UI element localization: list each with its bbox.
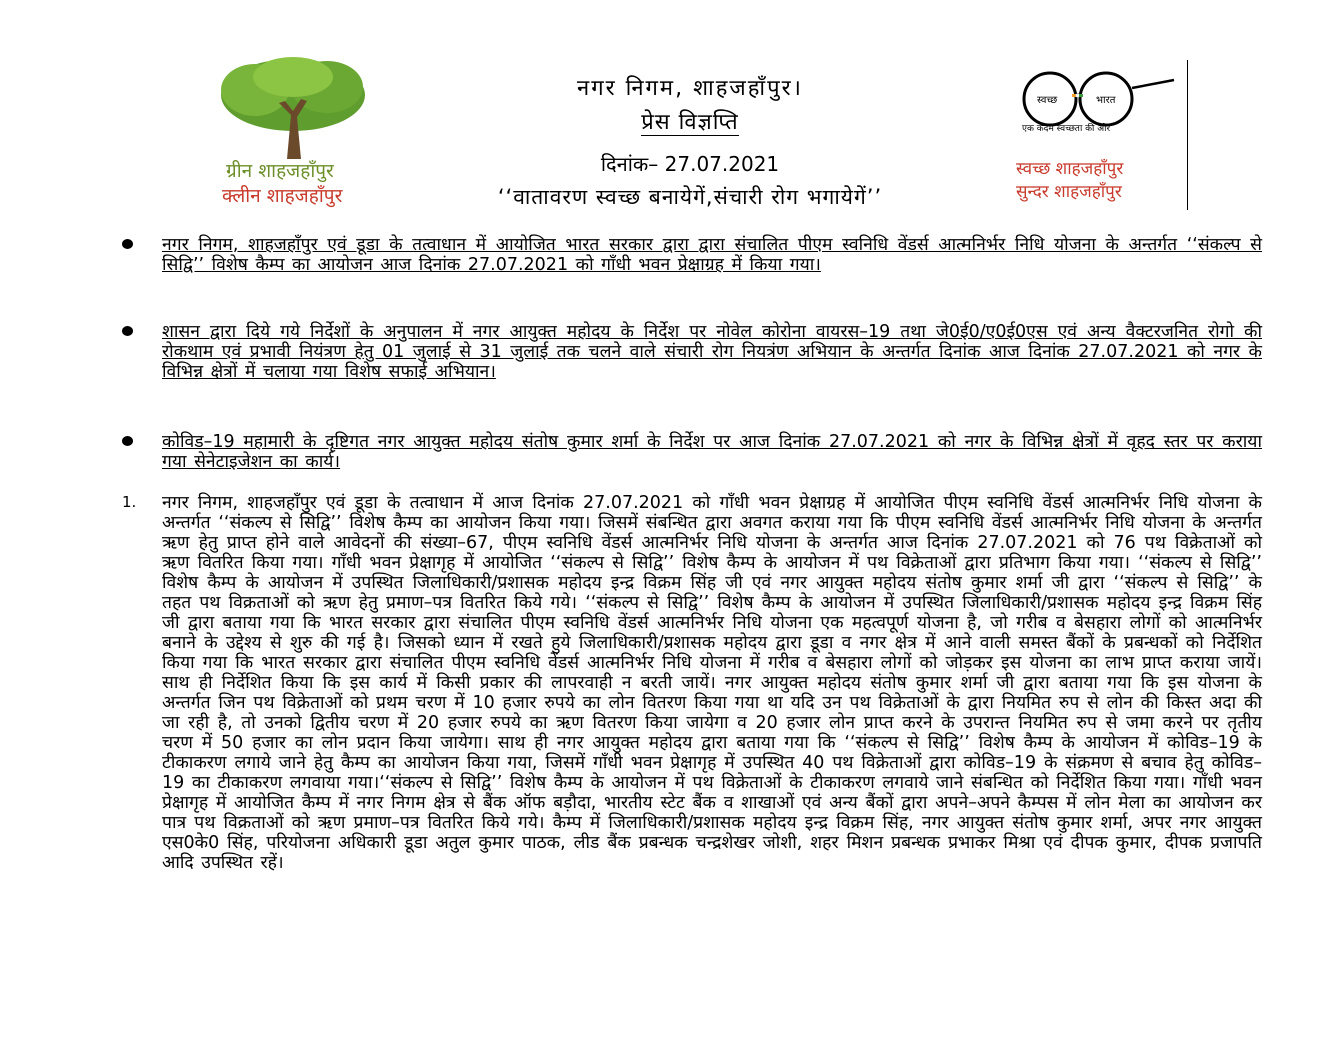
lens-right-label: भारत	[1096, 95, 1116, 106]
date-line: दिनांक– 27.07.2021	[600, 152, 780, 176]
logo-caption-green: ग्रीन शाहजहाँपुर	[226, 160, 334, 182]
bullet-text: शासन द्वारा दिये गये निर्देशों के अनुपालन में नगर आयुक्त महोदय के निर्देश पर नोवेल कोरोना वायरस–19 तथा जे0ई0/ए0ई0एस एवं अन्य वैक्टरजनित रोगो की रोकथाम एवं प्रभावी नियंत्रण हेतु 01 जुलाई से 31 जुलाई तक चलने वाले संचारी रोग नियत्रंण अभियान के अन्तर्गत दिनांक आज दिनांक 27.07.2021 को नगर के विभिन्न क्षेत्रों में चलाया गया विशेष सफाई अभियान।	[162, 322, 1262, 382]
bullet-icon	[122, 326, 133, 336]
green-shahjahanpur-logo	[200, 55, 400, 205]
lens-left-label: स्वच्छ	[1037, 95, 1058, 106]
bullet-text: नगर निगम, शाहजहाँपुर एवं डूडा के तत्वाधान में आयोजित भारत सरकार द्वारा द्वारा संचालित पीएम स्वनिधि वेंडर्स आत्मनिर्भर निधि योजना के अन्तर्गत ‘‘संकल्प से सिद्वि’’ विशेष कैम्प का आयोजन आज दिनांक 27.07.2021 को गाँधी भवन प्रेक्षाग्रह में किया गया।	[162, 235, 1262, 275]
logo-caption-sundar: सुन्दर शाहजहाँपुर	[1016, 182, 1122, 202]
logo-caption-clean: क्लीन शाहजहाँपुर	[222, 185, 343, 207]
body-paragraph	[122, 493, 1262, 873]
header-divider	[1187, 60, 1188, 210]
swachh-bharat-logo	[1008, 68, 1178, 208]
paragraph-text: नगर निगम, शाहजहाँपुर एवं डूडा के तत्वाधान में आज दिनांक 27.07.2021 को गाँधी भवन प्रेक्षाग्रह में आयोजित पीएम स्वनिधि वेंडर्स आत्मनिर्भर निधि योजना के अन्तर्गत ‘‘संकल्प से सिद्वि’’ विशेष कैम्प का आयोजन किया गया। जिसमें संबन्धित द्वारा अवगत कराया गया कि पीएम स्वनिधि वेंडर्स आत्मनिर्भर निधि योजना के अन्तर्गत ऋण हेतु प्राप्त होने वाले आवेदनों की संख्या–67, पीएम स्वनिधि वेंडर्स आत्मनिर्भर निधि योजना के अन्तर्गत आज दिनांक 27.07.2021 को 76 पथ विक्रेताओं को ऋण वितरित किया गया। गाँधी भवन प्रेक्षागृह में आयोजित ‘‘संकल्प से सिद्वि’’ विशेष कैम्प के आयोजन में पथ विक्रेताओं द्वारा प्रतिभाग किया गया। ‘‘संकल्प से सिद्वि’’ विशेष कैम्प के आयोजन में उपस्थित जिलाधिकारी/प्रशासक महोदय इन्द्र विक्रम सिंह जी एवं नगर आयुक्त महोदय संतोष कुमार शर्मा जी द्वारा ‘‘संकल्प से सिद्वि’’ के तहत पथ विक्रताओं को ऋण हेतु प्रमाण–पत्र वितरित किये गये। ‘‘संकल्प से सिद्वि’’ विशेष कैम्प के आयोजन में उपस्थित जिलाधिकारी/प्रशासक महोदय इन्द्र विक्रम सिंह जी द्वारा बताया गया कि भारत सरकार द्वारा संचालित पीएम स्वनिधि वेंडर्स आत्मनिर्भर निधि योजना एक महत्वपूर्ण योजना है, जो गरीब व बेसहारा लोगों को आत्मनिर्भर बनाने के उद्देश्य से शुरु की गई है। जिसको ध्यान में रखते हुये जिलाधिकारी/प्रशासक महोदय द्वारा डूडा व नगर क्षेत्र में आने वाली समस्त बैंकों के प्रबन्धकों को निर्देशित किया गया कि भारत सरकार द्वारा संचालित पीएम स्वनिधि वेंडर्स आत्मनिर्भर निधि योजना में गरीब व बेसहारा लोगों को जोड़कर इस योजना का लाभ प्राप्त कराया जायें। साथ ही निर्देशित किया कि इस कार्य में किसी प्रकार की लापरवाही न बरती जायें। नगर आयुक्त महोदय संतोष कुमार शर्मा जी द्वारा बताया गया कि इस योजना के अन्तर्गत जिन पथ विक्रेताओं को प्रथम चरण में 10 हजार रुपये का लोन वितरण किया गया था यदि उन पथ विक्रेताओं के द्वारा नियमित रुप से लोन की किस्त अदा की जा रही है, तो उनको द्वितीय चरण में 20 हजार रुपये का ऋण वितरण किया जायेगा व 20 हजार लोन प्राप्त करने के उपरान्त नियमित रुप से जमा करने पर तृतीय चरण में 50 हजार का लोन प्रदान किया जायेगा। साथ ही नगर आयुक्त महोदय द्वारा बताया गया कि ‘‘संकल्प से सिद्वि’’ विशेष कैम्प के आयोजन में कोविड–19 के टीकाकरण लगाये जाने हेतु कैम्प का आयोजन किया गया, जिसमें गाँधी भवन प्रेक्षागृह में उपस्थित 40 पथ विक्रेताओं द्वारा कोविड–19 के संक्रमण से बचाव हेतु कोविड–19 का टीकाकरण लगवाया गया।‘‘संकल्प से सिद्वि’’ विशेष कैम्प के आयोजन में पथ विक्रेताओं के टीकाकरण लगवाये जाने संबन्धित को निर्देशित किया गया। गाँधी भवन प्रेक्षागृह में आयोजित कैम्प में नगर निगम क्षेत्र से बैंक ऑफ बड़ौदा, भारतीय स्टेट बैंक व शाखाओं एवं अन्य बैंकों द्वारा अपने–अपने कैम्पस में लोन मेला का आयोजन कर पात्र पथ विक्रताओं को ऋण प्रमाण–पत्र वितरित किये गये। कैम्प में जिलाधिकारी/प्रशासक महोदय इन्द्र विक्रम सिंह, नगर आयुक्त संतोष कुमार शर्मा, अपर नगर आयुक्त एस0के0 सिंह, परियोजना अधिकारी डूडा अतुल कुमार पाठक, लीड बैंक प्रबन्धक चन्द्रशेखर जोशी, शहर मिशन प्रबन्धक प्रभाकर मिश्रा एवं दीपक कुमार, दीपक प्रजापति आदि उपस्थित रहें।	[162, 493, 1263, 873]
bullet-icon	[122, 239, 133, 249]
org-title: नगर निगम, शाहजहाँपुर।	[577, 76, 803, 101]
bullet-icon	[122, 436, 133, 446]
doc-type-label: प्रेस विज्ञप्ति	[641, 110, 739, 135]
logo-caption-swachh: स्वच्छ शाहजहाँपुर	[1016, 159, 1124, 179]
bullet-text: कोविड–19 महामारी के दृष्टिगत नगर आयुक्त महोदय संतोष कुमार शर्मा के निर्देश पर आज दिनांक 27.07.2021 को नगर के विभिन्न क्षेत्रों में वृहद स्तर पर कराया गया सेनेटाइजेशन का कार्य।	[162, 432, 1262, 472]
slogan: ‘‘वातावरण स्वच्छ बनायेगें,संचारी रोग भगायेगें’’	[497, 185, 883, 209]
letterhead	[420, 72, 960, 211]
tree-icon	[215, 55, 370, 165]
logo-tagline: एक कदम स्वच्छता की ओर	[1022, 124, 1111, 134]
doc-type	[420, 106, 960, 136]
highlight-bullet	[122, 432, 1262, 472]
highlight-bullet	[122, 322, 1262, 382]
paragraph-number: 1.	[122, 493, 137, 511]
highlight-bullet	[122, 235, 1262, 275]
